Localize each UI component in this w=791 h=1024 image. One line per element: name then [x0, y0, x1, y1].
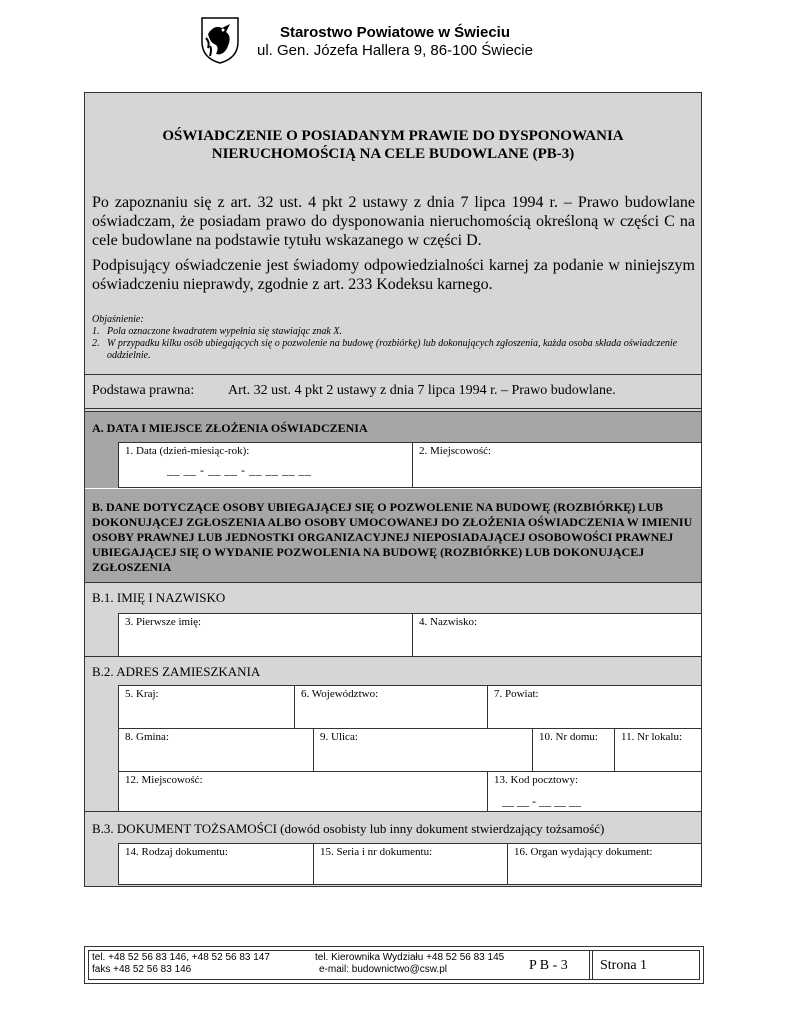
- apartment-number-field[interactable]: [614, 728, 702, 772]
- last-name-field[interactable]: [412, 613, 702, 657]
- country-field[interactable]: [118, 685, 295, 729]
- section-b1-title: B.1. IMIĘ I NAZWISKO: [92, 590, 226, 605]
- locality-label: 12. Miejscowość:: [125, 774, 203, 786]
- section-b-title: B. DANE DOTYCZĄCE OSOBY UBIEGAJĄCEJ SIĘ O POZWOLENIE NA BUDOWĘ (ROZBIÓRKĘ) LUB DOKONUJĄCEJ ZGŁOSZENIA ALBO OSOBY UMOCOWANEJ DO ZŁOŻENIA OŚWIADCZENIA W IMIENIU OSOBY PRAWNEJ LUB JEDNOSTKI ORGANIZACYJNEJ NIEPOSIADAJĄCEJ OSOBOWOŚCI PRAWNEJ UBIEGAJĄCEJ SIĘ O WYDANIE POZWOLENIA NA BUDOWĘ (ROZBIÓRKE) LUB DOKONUJĄCEJ ZGŁOSZENIA: [92, 500, 693, 574]
- first-name-label: 3. Pierwsze imię:: [125, 616, 202, 628]
- street-field[interactable]: [313, 728, 533, 772]
- locality-field[interactable]: [118, 771, 488, 812]
- form-title-line1: OŚWIADCZENIE O POSIADANYM PRAWIE DO DYSPONOWANIA: [162, 128, 624, 144]
- form-code: P B - 3: [529, 958, 568, 973]
- street-label: 9. Ulica:: [320, 731, 358, 743]
- voivodeship-field[interactable]: [294, 685, 488, 729]
- form-title: [84, 127, 702, 163]
- postal-code-field[interactable]: [487, 771, 702, 812]
- place-field-label: 2. Miejscowość:: [419, 445, 492, 457]
- date-field[interactable]: [118, 442, 413, 488]
- liability-paragraph: Podpisujący oświadczenie jest świadomy odpowiedzialności karnej za podanie w niniejszym oświadczeniu nieprawdy, zgodnie z art. 233 Kodeksu karnego.: [92, 257, 695, 293]
- country-label: 5. Kraj:: [125, 688, 159, 700]
- footer-fax: faks +48 52 56 83 146: [92, 964, 192, 975]
- house-number-label: 10. Nr domu:: [539, 731, 598, 743]
- legal-basis-text: Art. 32 ust. 4 pkt 2 ustawy z dnia 7 lipca 1994 r. – Prawo budowlane.: [228, 383, 616, 398]
- section-b3-title: B.3. DOKUMENT TOŻSAMOŚCI (dowód osobisty lub inny dokument stwierdzający tożsamość): [92, 821, 605, 836]
- document-number-field[interactable]: [313, 843, 508, 885]
- voivodeship-label: 6. Województwo:: [301, 688, 379, 700]
- explanation: [92, 314, 695, 362]
- footer-email: e-mail: budownictwo@csw.pl: [319, 964, 447, 975]
- last-name-label: 4. Nazwisko:: [419, 616, 478, 628]
- declaration-paragraph: Po zapoznaniu się z art. 32 ust. 4 pkt 2 ustawy z dnia 7 lipca 1994 r. – Prawo budowlane oświadczam, że posiadam prawo do dysponowania nieruchomością określoną w części C na cele budowlane na podstawie tytułu wskazanego w części D.: [92, 194, 695, 249]
- document-type-label: 14. Rodzaj dokumentu:: [125, 846, 228, 858]
- section-b2-title: B.2. ADRES ZAMIESZKANIA: [92, 664, 261, 679]
- form-title-line2: NIERUCHOMOŚCIĄ NA CELE BUDOWLANE (PB-3): [211, 146, 575, 162]
- commune-label: 8. Gmina:: [125, 731, 169, 743]
- footer: [84, 946, 704, 984]
- office-address: ul. Gen. Józefa Hallera 9, 86-100 Świecie: [257, 42, 533, 59]
- house-number-field[interactable]: [532, 728, 615, 772]
- page-number: Strona 1: [600, 958, 648, 973]
- first-name-field[interactable]: [118, 613, 413, 657]
- section-a-title: A. DATA I MIEJSCE ZŁOŻENIA OŚWIADCZENIA: [92, 421, 368, 435]
- apartment-number-label: 11. Nr lokalu:: [621, 731, 682, 743]
- footer-phone: tel. +48 52 56 83 146, +48 52 56 83 147: [92, 952, 270, 963]
- date-field-label: 1. Data (dzień-miesiąc-rok):: [125, 445, 250, 457]
- explanation-item: 2. W przypadku kilku osób ubiegających się o pozwolenie na budowę (rozbiórkę) lub dokonujących zgłoszenia, każda osoba składa oświadczenie oddzielnie.: [92, 338, 678, 361]
- issuing-authority-label: 16. Organ wydający dokument:: [514, 846, 653, 858]
- postal-code-label: 13. Kod pocztowy:: [494, 774, 579, 786]
- explanation-heading: Objaśnienie:: [92, 314, 144, 325]
- date-mask: __ __ - __ __ - __ __ __ __: [167, 463, 312, 477]
- office-name: Starostwo Powiatowe w Świeciu: [279, 24, 511, 41]
- document-type-field[interactable]: [118, 843, 314, 885]
- place-field[interactable]: [412, 442, 702, 488]
- footer-manager-phone: tel. Kierownika Wydziału +48 52 56 83 145: [315, 952, 505, 963]
- postal-code-mask: __ __ - __ __ __: [502, 794, 581, 808]
- issuing-authority-field[interactable]: [507, 843, 702, 885]
- commune-field[interactable]: [118, 728, 314, 772]
- explanation-item: 1. Pola oznaczone kwadratem wypełnia się stawiając znak X.: [92, 326, 342, 337]
- county-field[interactable]: [487, 685, 702, 729]
- coat-of-arms-logo: [200, 16, 240, 64]
- legal-basis-label: Podstawa prawna:: [92, 383, 195, 398]
- county-label: 7. Powiat:: [494, 688, 539, 700]
- document-number-label: 15. Seria i nr dokumentu:: [320, 846, 433, 858]
